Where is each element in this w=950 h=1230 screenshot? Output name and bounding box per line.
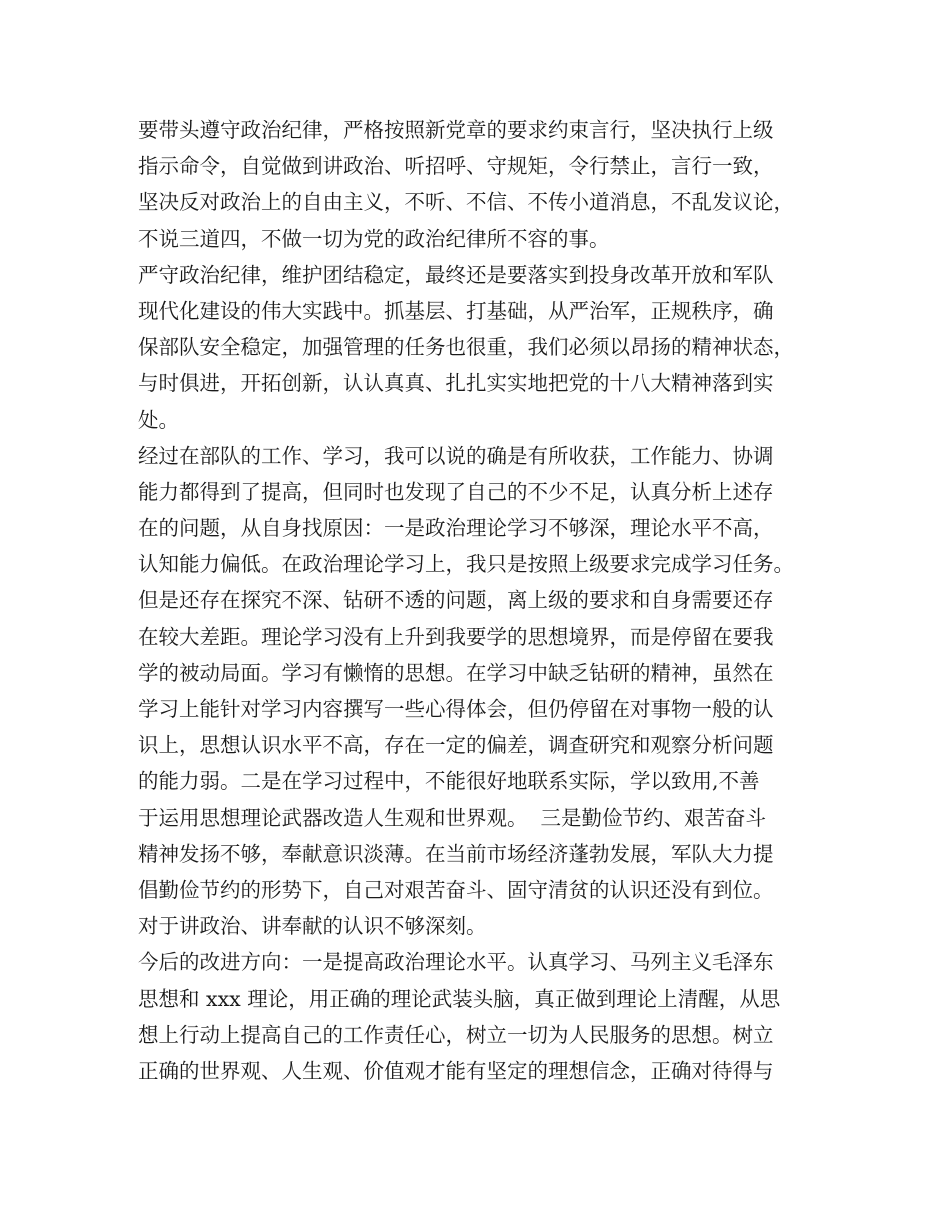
text-line: 坚决反对政治上的自由主义，不听、不信、不传小道消息，不乱发议论， bbox=[138, 190, 794, 215]
text-line: 精神发扬不够，奉献意识淡薄。在当前市场经济蓬勃发展，军队大力提 bbox=[138, 841, 774, 866]
text-line: 思想和 xxx 理论，用正确的理论武装头脑，真正做到理论上清醒，从思 bbox=[138, 986, 781, 1011]
text-line: 在较大差距。理论学习没有上升到我要学的思想境界，而是停留在要我 bbox=[138, 624, 774, 649]
paragraph-unity-stability bbox=[138, 257, 828, 438]
text-line: 正确的世界观、人生观、价值观才能有坚定的理想信念，正确对待得与 bbox=[138, 1058, 774, 1083]
text-line: 严守政治纪律，维护团结稳定，最终还是要落实到投身改革开放和军队 bbox=[138, 262, 774, 287]
text-line: 在的问题，从自身找原因：一是政治理论学习不够深，理论水平不高， bbox=[138, 516, 774, 541]
text-line: 学的被动局面。学习有懒惰的思想。在学习中缺乏钻研的精神，虽然在 bbox=[138, 660, 774, 685]
document-body bbox=[138, 112, 828, 1089]
text-line: 于运用思想理论武器改造人生观和世界观。 三是勤俭节约、艰苦奋斗 bbox=[138, 805, 767, 830]
text-line: 识上，思想认识水平不高，存在一定的偏差，调查研究和观察分析问题 bbox=[138, 733, 774, 758]
text-line: 对于讲政治、讲奉献的认识不够深刻。 bbox=[138, 914, 487, 939]
text-line: 的能力弱。二是在学习过程中，不能很好地联系实际，学以致用,不善 bbox=[138, 769, 760, 794]
text-line: 处。 bbox=[138, 407, 179, 432]
paragraph-improvement-direction bbox=[138, 944, 828, 1089]
text-line: 不说三道四，不做一切为党的政治纪律所不容的事。 bbox=[138, 226, 610, 251]
text-line: 与时俱进，开拓创新，认认真真、扎扎实实地把党的十八大精神落到实 bbox=[138, 371, 774, 396]
paragraph-political-discipline bbox=[138, 112, 828, 257]
text-line: 经过在部队的工作、学习，我可以说的确是有所收获，工作能力、协调 bbox=[138, 443, 774, 468]
text-line: 今后的改进方向：一是提高政治理论水平。认真学习、马列主义毛泽东 bbox=[138, 950, 774, 975]
text-line: 倡勤俭节约的形势下，自己对艰苦奋斗、固守清贫的认识还没有到位。 bbox=[138, 877, 774, 902]
text-line: 指示命令，自觉做到讲政治、听招呼、守规矩，令行禁止，言行一致， bbox=[138, 154, 774, 179]
text-line: 能力都得到了提高，但同时也发现了自己的不少不足，认真分析上述存 bbox=[138, 479, 774, 504]
text-line: 保部队安全稳定，加强管理的任务也很重，我们必须以昂扬的精神状态， bbox=[138, 335, 794, 360]
text-line: 要带头遵守政治纪律，严格按照新党章的要求约束言行，坚决执行上级 bbox=[138, 118, 774, 142]
text-line: 想上行动上提高自己的工作责任心，树立一切为人民服务的思想。树立 bbox=[138, 1022, 774, 1047]
text-line: 学习上能针对学习内容撰写一些心得体会，但仍停留在对事物一般的认 bbox=[138, 697, 774, 721]
text-line: 但是还存在探究不深、钻研不透的问题，离上级的要求和自身需要还存 bbox=[138, 588, 774, 613]
text-line: 现代化建设的伟大实践中。抓基层、打基础，从严治军，正规秩序，确 bbox=[138, 298, 774, 323]
text-line: 认知能力偏低。在政治理论学习上，我只是按照上级要求完成学习任务。 bbox=[138, 552, 794, 577]
paragraph-self-analysis bbox=[138, 438, 828, 945]
